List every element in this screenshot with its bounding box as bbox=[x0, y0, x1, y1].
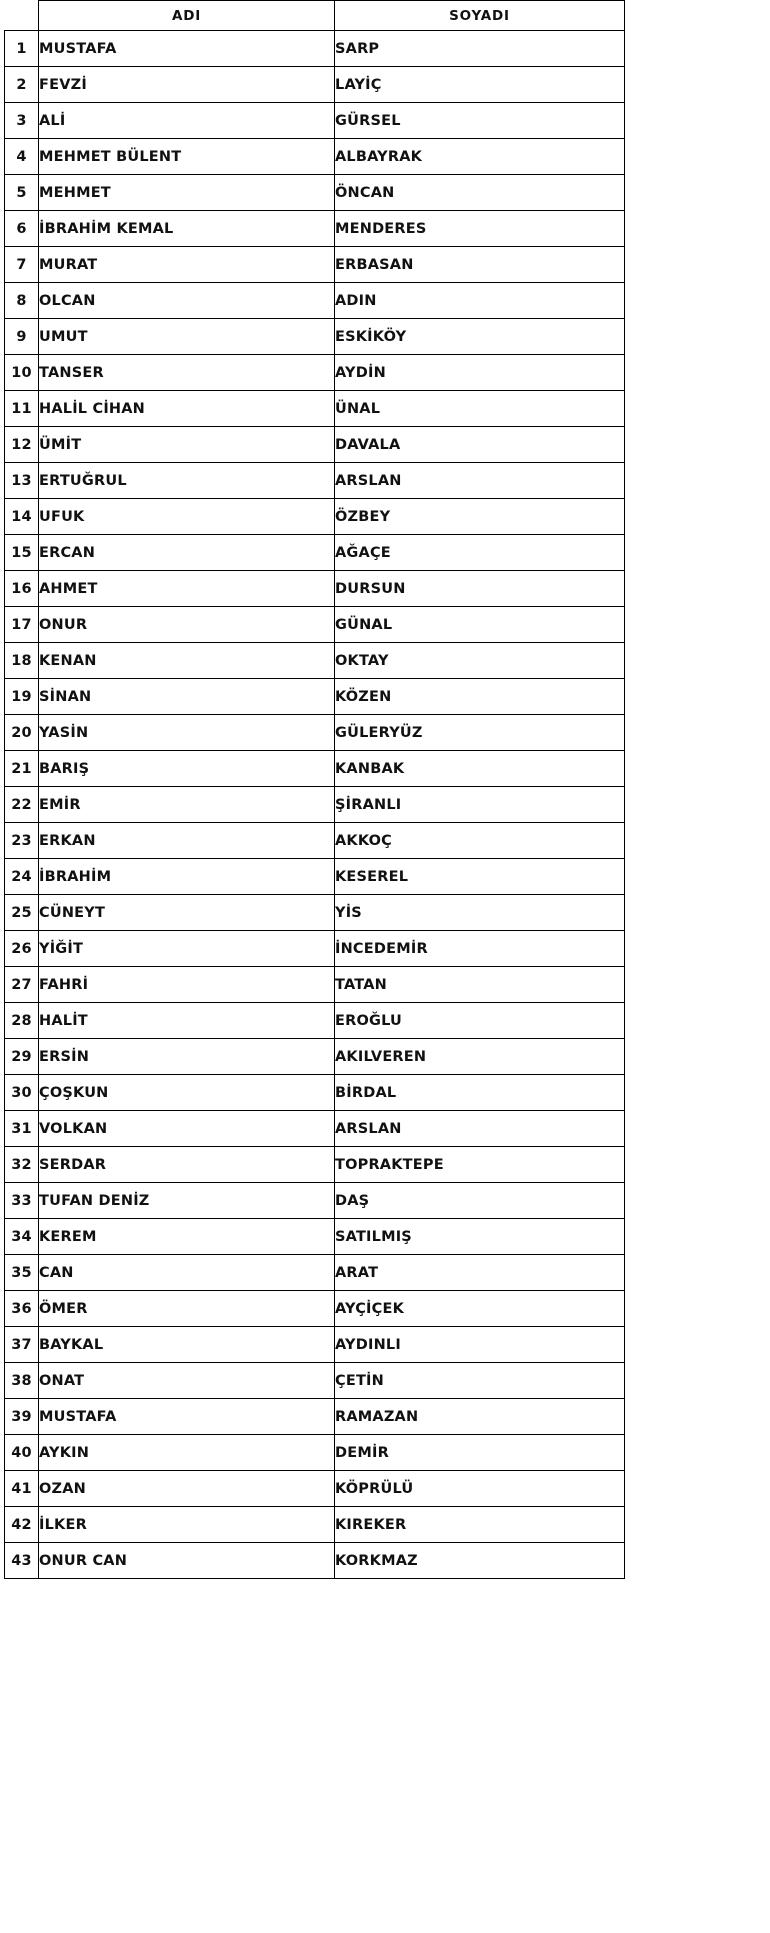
row-number: 24 bbox=[5, 859, 39, 895]
row-number: 2 bbox=[5, 67, 39, 103]
table-row bbox=[5, 247, 625, 283]
cell-soyadi: DURSUN bbox=[335, 571, 625, 607]
row-number: 4 bbox=[5, 139, 39, 175]
cell-soyadi: DAVALA bbox=[335, 427, 625, 463]
row-number: 36 bbox=[5, 1291, 39, 1327]
cell-adi: YİĞİT bbox=[39, 931, 335, 967]
cell-soyadi: AYDINLI bbox=[335, 1327, 625, 1363]
cell-adi: ÖMER bbox=[39, 1291, 335, 1327]
cell-adi: UMUT bbox=[39, 319, 335, 355]
cell-adi: FEVZİ bbox=[39, 67, 335, 103]
cell-adi: ONAT bbox=[39, 1363, 335, 1399]
table-row bbox=[5, 31, 625, 67]
row-number: 40 bbox=[5, 1435, 39, 1471]
cell-soyadi: SARP bbox=[335, 31, 625, 67]
cell-adi: ONUR CAN bbox=[39, 1543, 335, 1579]
cell-adi: ÇOŞKUN bbox=[39, 1075, 335, 1111]
cell-soyadi: DEMİR bbox=[335, 1435, 625, 1471]
cell-soyadi: KANBAK bbox=[335, 751, 625, 787]
table-row bbox=[5, 1363, 625, 1399]
cell-soyadi: ESKİKÖY bbox=[335, 319, 625, 355]
cell-adi: YASİN bbox=[39, 715, 335, 751]
table-row bbox=[5, 391, 625, 427]
cell-adi: BARIŞ bbox=[39, 751, 335, 787]
cell-adi: MUSTAFA bbox=[39, 31, 335, 67]
table-row bbox=[5, 1435, 625, 1471]
cell-adi: AYKIN bbox=[39, 1435, 335, 1471]
cell-soyadi: ADIN bbox=[335, 283, 625, 319]
table-row bbox=[5, 1075, 625, 1111]
row-number: 7 bbox=[5, 247, 39, 283]
table-row bbox=[5, 967, 625, 1003]
cell-adi: OZAN bbox=[39, 1471, 335, 1507]
row-number: 6 bbox=[5, 211, 39, 247]
row-number: 35 bbox=[5, 1255, 39, 1291]
cell-soyadi: KORKMAZ bbox=[335, 1543, 625, 1579]
cell-soyadi: AKKOÇ bbox=[335, 823, 625, 859]
table-row bbox=[5, 607, 625, 643]
cell-adi: HALİT bbox=[39, 1003, 335, 1039]
row-number: 33 bbox=[5, 1183, 39, 1219]
table-row bbox=[5, 823, 625, 859]
row-number: 27 bbox=[5, 967, 39, 1003]
row-number: 17 bbox=[5, 607, 39, 643]
table-row bbox=[5, 1219, 625, 1255]
cell-adi: CÜNEYT bbox=[39, 895, 335, 931]
cell-soyadi: ÜNAL bbox=[335, 391, 625, 427]
cell-adi: ONUR bbox=[39, 607, 335, 643]
table-row bbox=[5, 1471, 625, 1507]
table-row bbox=[5, 1147, 625, 1183]
cell-adi: UFUK bbox=[39, 499, 335, 535]
row-number: 5 bbox=[5, 175, 39, 211]
table-row bbox=[5, 787, 625, 823]
cell-adi: CAN bbox=[39, 1255, 335, 1291]
cell-soyadi: SATILMIŞ bbox=[335, 1219, 625, 1255]
row-number: 34 bbox=[5, 1219, 39, 1255]
table-row bbox=[5, 859, 625, 895]
cell-adi: VOLKAN bbox=[39, 1111, 335, 1147]
table-row bbox=[5, 895, 625, 931]
row-number: 11 bbox=[5, 391, 39, 427]
cell-adi: SERDAR bbox=[39, 1147, 335, 1183]
cell-adi: MEHMET BÜLENT bbox=[39, 139, 335, 175]
cell-adi: SİNAN bbox=[39, 679, 335, 715]
row-number: 16 bbox=[5, 571, 39, 607]
table-header bbox=[5, 1, 625, 31]
cell-soyadi: MENDERES bbox=[335, 211, 625, 247]
cell-adi: KENAN bbox=[39, 643, 335, 679]
row-number: 32 bbox=[5, 1147, 39, 1183]
cell-adi: ERKAN bbox=[39, 823, 335, 859]
row-number: 18 bbox=[5, 643, 39, 679]
cell-soyadi: GÜRSEL bbox=[335, 103, 625, 139]
table-row bbox=[5, 139, 625, 175]
cell-soyadi: KÖPRÜLÜ bbox=[335, 1471, 625, 1507]
row-number: 41 bbox=[5, 1471, 39, 1507]
row-number: 37 bbox=[5, 1327, 39, 1363]
table-row bbox=[5, 103, 625, 139]
table-row bbox=[5, 1543, 625, 1579]
cell-adi: İLKER bbox=[39, 1507, 335, 1543]
row-number: 20 bbox=[5, 715, 39, 751]
cell-adi: BAYKAL bbox=[39, 1327, 335, 1363]
cell-soyadi: RAMAZAN bbox=[335, 1399, 625, 1435]
row-number: 43 bbox=[5, 1543, 39, 1579]
row-number: 13 bbox=[5, 463, 39, 499]
cell-adi: HALİL CİHAN bbox=[39, 391, 335, 427]
row-number: 14 bbox=[5, 499, 39, 535]
cell-adi: FAHRİ bbox=[39, 967, 335, 1003]
cell-soyadi: İNCEDEMİR bbox=[335, 931, 625, 967]
row-number: 1 bbox=[5, 31, 39, 67]
row-number: 23 bbox=[5, 823, 39, 859]
table-row bbox=[5, 931, 625, 967]
row-number: 12 bbox=[5, 427, 39, 463]
cell-adi: MEHMET bbox=[39, 175, 335, 211]
cell-soyadi: KESEREL bbox=[335, 859, 625, 895]
cell-soyadi: AYÇİÇEK bbox=[335, 1291, 625, 1327]
table-row bbox=[5, 1255, 625, 1291]
row-number: 30 bbox=[5, 1075, 39, 1111]
cell-adi: İBRAHİM bbox=[39, 859, 335, 895]
table-row bbox=[5, 1291, 625, 1327]
cell-soyadi: BİRDAL bbox=[335, 1075, 625, 1111]
cell-soyadi: ARSLAN bbox=[335, 463, 625, 499]
row-number: 19 bbox=[5, 679, 39, 715]
row-number: 38 bbox=[5, 1363, 39, 1399]
cell-soyadi: ÇETİN bbox=[335, 1363, 625, 1399]
cell-adi: TUFAN DENİZ bbox=[39, 1183, 335, 1219]
cell-adi: MUSTAFA bbox=[39, 1399, 335, 1435]
row-number: 22 bbox=[5, 787, 39, 823]
names-table bbox=[4, 0, 625, 1579]
table-row bbox=[5, 1183, 625, 1219]
row-number: 8 bbox=[5, 283, 39, 319]
column-header-no bbox=[5, 1, 39, 31]
table-row bbox=[5, 1111, 625, 1147]
table-row bbox=[5, 535, 625, 571]
cell-soyadi: GÜNAL bbox=[335, 607, 625, 643]
cell-soyadi: AYDİN bbox=[335, 355, 625, 391]
cell-soyadi: LAYİÇ bbox=[335, 67, 625, 103]
table-row bbox=[5, 679, 625, 715]
cell-adi: İBRAHİM KEMAL bbox=[39, 211, 335, 247]
cell-soyadi: DAŞ bbox=[335, 1183, 625, 1219]
table-row bbox=[5, 355, 625, 391]
row-number: 31 bbox=[5, 1111, 39, 1147]
cell-adi: KEREM bbox=[39, 1219, 335, 1255]
table-row bbox=[5, 751, 625, 787]
cell-soyadi: ARSLAN bbox=[335, 1111, 625, 1147]
table-header-row bbox=[5, 1, 625, 31]
table-row bbox=[5, 1507, 625, 1543]
row-number: 39 bbox=[5, 1399, 39, 1435]
table-row bbox=[5, 67, 625, 103]
row-number: 3 bbox=[5, 103, 39, 139]
cell-soyadi: ERBASAN bbox=[335, 247, 625, 283]
cell-soyadi: ŞİRANLI bbox=[335, 787, 625, 823]
column-header-adi: ADI bbox=[39, 1, 335, 31]
table-row bbox=[5, 427, 625, 463]
row-number: 25 bbox=[5, 895, 39, 931]
table-row bbox=[5, 1039, 625, 1075]
table-row bbox=[5, 571, 625, 607]
table-row bbox=[5, 283, 625, 319]
table-row bbox=[5, 211, 625, 247]
table-row bbox=[5, 499, 625, 535]
cell-soyadi: ÖNCAN bbox=[335, 175, 625, 211]
cell-soyadi: EROĞLU bbox=[335, 1003, 625, 1039]
cell-adi: TANSER bbox=[39, 355, 335, 391]
cell-adi: ÜMİT bbox=[39, 427, 335, 463]
table-row bbox=[5, 463, 625, 499]
cell-soyadi: ÖZBEY bbox=[335, 499, 625, 535]
cell-adi: EMİR bbox=[39, 787, 335, 823]
table-row bbox=[5, 175, 625, 211]
row-number: 29 bbox=[5, 1039, 39, 1075]
cell-soyadi: AKILVEREN bbox=[335, 1039, 625, 1075]
cell-adi: OLCAN bbox=[39, 283, 335, 319]
cell-adi: ERTUĞRUL bbox=[39, 463, 335, 499]
row-number: 42 bbox=[5, 1507, 39, 1543]
row-number: 21 bbox=[5, 751, 39, 787]
column-header-soyadi: SOYADI bbox=[335, 1, 625, 31]
table-row bbox=[5, 1003, 625, 1039]
row-number: 9 bbox=[5, 319, 39, 355]
table-body bbox=[5, 31, 625, 1579]
cell-adi: MURAT bbox=[39, 247, 335, 283]
cell-soyadi: OKTAY bbox=[335, 643, 625, 679]
cell-adi: ALİ bbox=[39, 103, 335, 139]
table-row bbox=[5, 643, 625, 679]
cell-soyadi: ARAT bbox=[335, 1255, 625, 1291]
table-row bbox=[5, 715, 625, 751]
cell-soyadi: KIREKER bbox=[335, 1507, 625, 1543]
cell-adi: ERCAN bbox=[39, 535, 335, 571]
cell-soyadi: TATAN bbox=[335, 967, 625, 1003]
cell-soyadi: YİS bbox=[335, 895, 625, 931]
row-number: 28 bbox=[5, 1003, 39, 1039]
row-number: 15 bbox=[5, 535, 39, 571]
cell-adi: ERSİN bbox=[39, 1039, 335, 1075]
table-row bbox=[5, 319, 625, 355]
row-number: 26 bbox=[5, 931, 39, 967]
cell-adi: AHMET bbox=[39, 571, 335, 607]
cell-soyadi: KÖZEN bbox=[335, 679, 625, 715]
cell-soyadi: AĞAÇE bbox=[335, 535, 625, 571]
cell-soyadi: ALBAYRAK bbox=[335, 139, 625, 175]
cell-soyadi: TOPRAKTEPE bbox=[335, 1147, 625, 1183]
table-row bbox=[5, 1327, 625, 1363]
cell-soyadi: GÜLERYÜZ bbox=[335, 715, 625, 751]
table-row bbox=[5, 1399, 625, 1435]
row-number: 10 bbox=[5, 355, 39, 391]
